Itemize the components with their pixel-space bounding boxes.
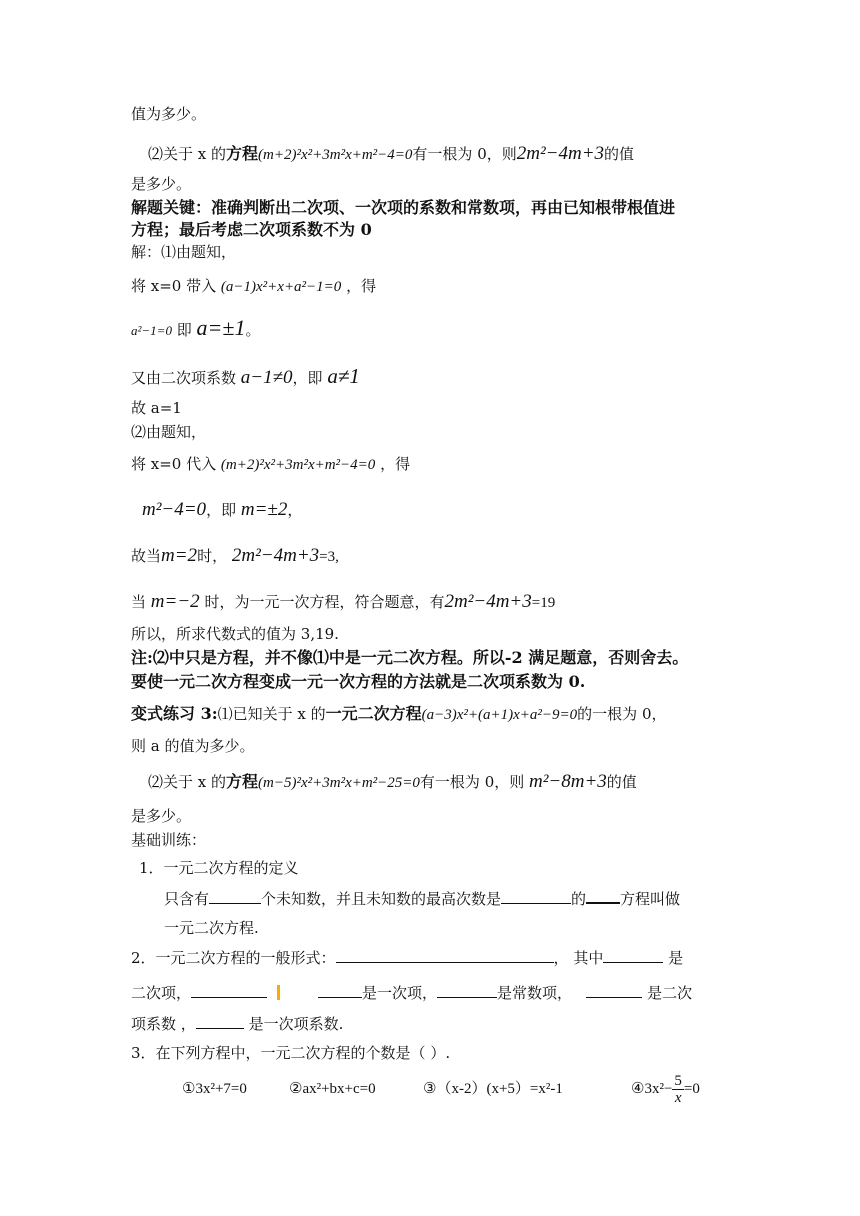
expression: m=−2 [150, 591, 200, 612]
solution-line: 所以，所求代数式的值为 3,19. [131, 625, 339, 643]
text-segment: 只含有 [164, 890, 210, 908]
value: =3, [319, 549, 339, 565]
fill-blank[interactable] [501, 889, 571, 904]
text-segment: 的 [571, 890, 587, 908]
exercise-line: 一元二次方程. [164, 919, 259, 937]
key-point-line: 解题关键：准确判断出二次项、一次项的系数和常数项，再由已知根带根值进 [131, 198, 676, 217]
problem-2-line [148, 144, 634, 165]
expression: 2m²−4m+3 [231, 545, 320, 566]
text-segment: 项系数 ， [131, 1015, 196, 1033]
fraction-numerator: 5 [674, 1073, 682, 1089]
text-segment: ⑵关于 x 的 [148, 145, 226, 163]
equation: m²−4=0 [142, 499, 207, 520]
option-4-right: =0 [683, 1080, 700, 1097]
variant-line [148, 772, 637, 793]
text-segment: 将 x=0 代入 [131, 455, 217, 473]
option-4-left: ④3x²− [631, 1080, 673, 1097]
exercise-line [131, 1014, 343, 1034]
text-segment: 是常数项， [497, 984, 573, 1002]
fraction [672, 1073, 684, 1106]
variant-heading: 变式练习 3: [131, 704, 218, 723]
solution-line [131, 276, 376, 297]
equation: a²−1=0 [131, 323, 172, 338]
text-segment: 2．一元二次方程的一般形式： [131, 949, 336, 967]
fill-blank[interactable] [196, 1014, 244, 1029]
expression: m=2 [161, 545, 198, 566]
text-segment: ，即 [206, 501, 237, 519]
fill-blank[interactable] [586, 983, 642, 998]
expression: 2m²−4m+3 [444, 591, 532, 612]
text-segment: 的值 [606, 773, 637, 791]
text-segment: 当 [131, 593, 147, 611]
exercise-line [164, 888, 680, 909]
fill-blank[interactable] [437, 983, 497, 998]
keyword: 方程 [226, 144, 259, 163]
fill-blank[interactable] [191, 983, 267, 998]
keyword: 方程 [226, 772, 259, 791]
text-segment: 时，为一元一次方程，符合题意，有 [204, 593, 445, 611]
variant-line [131, 704, 666, 725]
value: =19 [531, 595, 556, 611]
text-segment: 二次项， [131, 984, 192, 1002]
text-segment: ⑵关于 x 的 [148, 773, 226, 791]
text-segment: ，得 [346, 277, 377, 295]
text-segment: 有一根为 0，则 [412, 145, 517, 163]
text-segment: ， 其中 [553, 949, 604, 967]
exercise-line: 3．在下列方程中，一元二次方程的个数是（ ）. [131, 1044, 451, 1062]
text-segment: 的值 [604, 145, 635, 163]
text-segment: ， [287, 501, 303, 519]
text-segment: 。 [245, 321, 261, 339]
solution-line [131, 454, 410, 475]
fill-blank[interactable] [586, 888, 620, 904]
text-segment: ，得 [380, 455, 411, 473]
text-line: 是多少。 [131, 175, 192, 193]
fill-blank[interactable] [603, 948, 663, 963]
text-segment: 是 [668, 949, 684, 967]
solution-line: ⑵由题知， [131, 423, 207, 441]
text-segment: ，即 [292, 369, 323, 387]
variant-line: 是多少。 [131, 807, 192, 825]
equation: (m−5)²x²+3m²x+m²−25=0 [258, 775, 420, 791]
expression: m=±2 [240, 499, 288, 520]
fill-blank[interactable] [318, 983, 362, 998]
expression: m²−8m+3 [529, 771, 607, 792]
equation: (m+2)²x²+3m²x+m²−4=0 [220, 457, 376, 473]
text-segment: 故当 [131, 547, 162, 565]
text-segment: 即 [176, 321, 192, 339]
option-2: ②ax²+bx+c=0 [289, 1080, 376, 1097]
solution-line [131, 315, 261, 341]
text-line: 值为多少。 [131, 105, 207, 123]
text-segment: 个未知数，并且未知数的最高次数是 [261, 890, 502, 908]
note-line: 要使一元二次方程变成一元一次方程的方法就是二次项系数为 0. [131, 672, 586, 691]
text-segment: 方程叫做 [620, 890, 681, 908]
expression: a−1≠0 [240, 367, 293, 388]
exercise-line: 1．一元二次方程的定义 [139, 859, 299, 877]
exercise-line [131, 983, 692, 1003]
expression: a≠1 [327, 364, 360, 388]
solution-line [131, 546, 339, 567]
text-segment: 是一次项系数. [248, 1015, 344, 1033]
equation: (a−3)x²+(a+1)x+a²−9=0 [421, 707, 578, 723]
section-heading: 基础训练： [131, 831, 207, 849]
text-segment: 有一根为 0，则 [419, 773, 525, 791]
text-segment: ⑴已知关于 x 的 [217, 705, 326, 723]
text-segment: 是二次 [647, 984, 693, 1002]
solution-heading: 解：⑴由题知， [131, 243, 237, 261]
equation: (a−1)x²+x+a²−1=0 [220, 279, 342, 295]
text-segment: 将 x=0 带入 [131, 277, 217, 295]
variant-line: 则 a 的值为多少。 [131, 737, 255, 755]
solution-line [131, 366, 360, 388]
expression: a=±1 [196, 315, 246, 340]
fill-blank[interactable] [336, 948, 554, 963]
text-segment: 是一次项， [362, 984, 438, 1002]
text-segment: 时， [197, 547, 228, 565]
text-segment: 的一根为 0， [577, 705, 667, 723]
text-cursor [277, 985, 280, 1000]
key-point-line: 方程；最后考虑二次项系数不为 0 [131, 220, 372, 239]
solution-line [142, 500, 302, 520]
keyword: 一元二次方程 [325, 704, 422, 723]
solution-line [131, 592, 555, 613]
expression: 2m²−4m+3 [516, 143, 605, 164]
option-3: ③（x-2）(x+5）=x²-1 [423, 1080, 563, 1097]
option-row [182, 1073, 700, 1106]
text-segment: 又由二次项系数 [131, 369, 237, 387]
fill-blank[interactable] [209, 889, 261, 904]
fraction-denominator: x [674, 1090, 682, 1106]
option-1: ①3x²+7=0 [182, 1080, 247, 1097]
option-4 [631, 1073, 700, 1106]
solution-line: 故 a=1 [131, 399, 182, 417]
exercise-line [131, 948, 683, 968]
note-line: 注:⑵中只是方程，并不像⑴中是一元二次方程。所以-2 满足题意，否则舍去。 [131, 648, 689, 667]
equation: (m+2)²x²+3m²x+m²−4=0 [258, 147, 413, 163]
